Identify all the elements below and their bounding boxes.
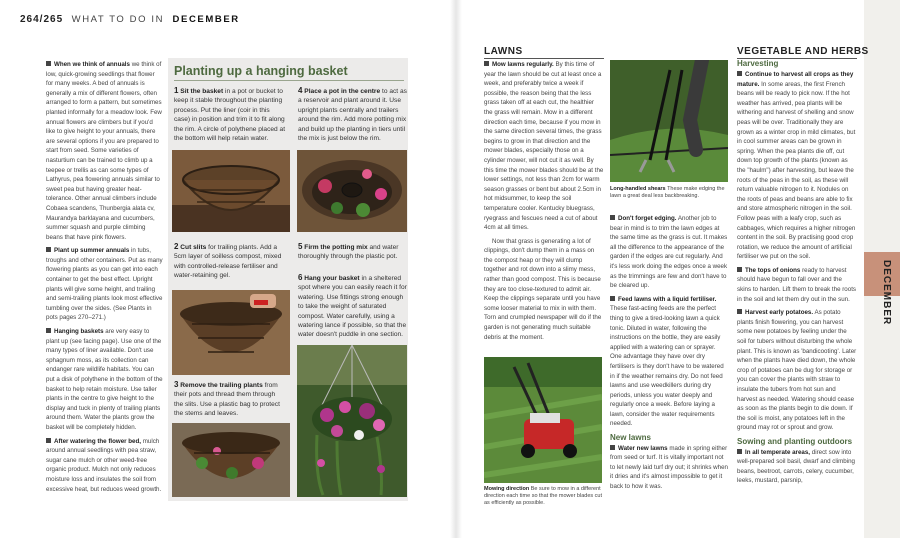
body-text: Another job to bear in mind is to trim the lawn edges at the same time as the grass is cut. It makes all the difference to the appearance of the garden if the edges are cut regularly. And it's less work doing the edges once a week as the trimmings are few and don't have to be cleared up. <box>610 215 728 290</box>
lead-text: Mow lawns regularly. <box>492 61 554 68</box>
body-text: As potato plants finish flowering, you can harvest some new potatoes by feeling under the soil for tubers without disturbing the whole plant. This is known as 'bandicooting'. Later when the plants have died down, the whole crop of potatoes can be dug for storage or you can cover the plants with straw to insulate the tubers from hot sun and harvest as needed. Watering should cease as soon as the plants begin to die down. If the soil is moist, any potatoes left in the ground may rot or sprout and grow. <box>737 309 857 432</box>
step-lead: Remove the trailing plants <box>180 382 263 389</box>
bullet-square-icon <box>46 328 51 333</box>
lead-text: Don't forget edging. <box>618 215 677 222</box>
step-text: to act as a reservoir and plant around it. Use upright plants centrally and trailers around the rim. Add more potting mix and build up the planting in tiers until the mix is just below the rim. <box>298 88 407 143</box>
step-lead: Cut slits <box>180 244 207 251</box>
lawns-column-1 <box>484 60 604 346</box>
step-text: in a pot or bucket to keep it stable throughout the planting process. Put the liner (coir in this case) in position and trim it to fit along the rim. A circle of polythene placed at the bottom will help retain water. <box>174 88 286 143</box>
bullet-square-icon <box>737 267 742 272</box>
paragraph <box>46 327 163 433</box>
lawns-column-2 <box>610 214 728 496</box>
bullet-square-icon <box>484 61 489 66</box>
paragraph <box>737 448 857 486</box>
step-5 <box>298 242 408 262</box>
step-number: 1 <box>174 86 179 95</box>
step-4 <box>298 86 408 143</box>
photo-lawn-mower <box>484 357 602 483</box>
photo-basket-in-pot <box>172 150 290 232</box>
lead-text: Water new lawns <box>618 444 668 452</box>
lawns-heading: LAWNS <box>484 46 523 57</box>
bullet-square-icon <box>610 215 615 220</box>
panel-title: Planting up a hanging basket <box>174 64 348 78</box>
step-number: 4 <box>298 86 303 95</box>
step-number: 6 <box>298 273 303 282</box>
side-tab-label: DECEMBER <box>881 260 892 326</box>
photo-cutting-slits <box>172 290 290 375</box>
lead-text: Hanging baskets <box>54 328 104 336</box>
photo-long-handled-shears <box>610 60 728 182</box>
veg-column <box>737 70 857 490</box>
photo-pot-in-centre <box>297 150 407 232</box>
veg-heading: VEGETABLE AND HERBS <box>737 46 869 57</box>
bullet-square-icon <box>46 247 51 252</box>
step-number: 5 <box>298 242 303 251</box>
lead-text: After watering the flower bed, <box>54 437 141 445</box>
body-text: Now that grass is generating a lot of clippings, don't dump them in a mass on the compost heap or they will clump together and rot down into a slimy mess, rather than good compost. This is because they are too close-textured to admit air. Keep the clippings separate until you have some looser material to mix in with them. Torn and crumpled newspaper will do if the garden is not generating much suitable debris at the moment. <box>484 237 602 341</box>
bullet-square-icon <box>610 445 615 450</box>
bullet-square-icon <box>737 71 742 76</box>
harvesting-heading: Harvesting <box>737 59 779 68</box>
shears-caption <box>610 186 728 200</box>
lead-text: Harvest early potatoes. <box>745 309 814 317</box>
body-text: made in spring either from seed or turf. It is vitally important not to let newly laid turf dry out; it shrinks when it dries and it's almost impossible to get it back to how it was. <box>610 444 728 491</box>
step-text: in a sheltered spot where you can easily reach it for watering. Use fittings strong enough to take the weight of saturated compost. Water carefully, using a watering lance if possible, so that the water doesn't puddle in one section. <box>298 275 407 339</box>
caption-lead: Long-handled shears <box>610 186 666 192</box>
step-text: from their pots and thread them through the slits. Use a plastic bag to protect the stems and leaves. <box>174 382 280 418</box>
bullet-square-icon <box>737 449 742 454</box>
paragraph <box>737 308 857 433</box>
step-lead: Firm the potting mix <box>304 244 368 251</box>
caption-text: These make edging the lawn a great deal less backbreaking. <box>610 186 725 199</box>
step-lead: Sit the basket <box>180 88 224 95</box>
paragraph <box>737 70 857 262</box>
page-numbers: 264/265 <box>20 14 64 25</box>
paragraph <box>610 295 728 429</box>
step-2 <box>174 242 286 281</box>
bullet-square-icon <box>46 438 51 443</box>
lead-text: Plant up summer annuals <box>54 247 130 255</box>
body-text: in tubs, troughs and other containers. Put as many flowering plants as you can get into each container to get the best effect. Upright plants will give some height, and trailing and semi-trailing plants look most effective tumbling over the sides. (See Plants in pots pages 270–271.) <box>46 247 163 322</box>
step-6 <box>298 273 408 340</box>
photo-trailing-plants <box>172 423 290 497</box>
new-lawns-heading: New lawns <box>610 433 651 443</box>
running-header <box>20 14 240 25</box>
header-month: DECEMBER <box>172 14 240 25</box>
sowing-heading: Sowing and planting outdoors <box>737 436 853 446</box>
step-text: for trailing plants. Add a 5cm layer of soilless compost, mixed with controlled-release fertiliser and water-retaining gel. <box>174 244 282 280</box>
panel-title-rule <box>174 80 404 81</box>
caption-text: Be sure to mow in a different direction each time so that the mower blades cut as efficiently as possible. <box>484 486 603 506</box>
body-text: we think of low, quick-growing seedlings that flower for many weeks. A bed of annuals is generally a mix of different flowers, often arranged to form a pattern, but sometimes planted informally for a meadow look. Few annual flowers are climbers but if you'd like to give height to your annuals, there are several options if you are prepared to start from seed. Some varieties of nasturtium can be trained to climb up a teepee or trellis as can some types of Lathyrus, pea flowering annuals similar to sweet pea but having greater heat-tolerance. Other annual climbers include Cobaea scandens, Thunbergia alata cv, Maurandya barklayana and cucumbers, summer squash and purple climbing beans that have pink flowers. <box>46 61 162 241</box>
lead-text: The tops of onions <box>745 266 801 274</box>
step-number: 3 <box>174 380 179 389</box>
book-gutter <box>450 0 462 538</box>
left-column <box>46 60 163 498</box>
photo-hanging-basket <box>297 345 407 497</box>
mower-caption <box>484 486 602 507</box>
body-text: In some areas, the first French beans will be ready to pick now. If the hot weather has arrived, pea plants will be withering and harvest of shelling and snow peas will be over. Traditionally they are grown as a winter crop in mild climates, but in cool summer areas can be grown in spring. When the pea plants die off, cut down top growth of the plants (known as the "haulm") after harvesting, but leave the roots of the peas in the soil, as these will return valuable nitrogen to it. Nodules on the roots of peas and beans are able to fix and store atmospheric nitrogen in the soil. Follow peas with a leafy crop, such as cabbages, which requires a higher nitrogen content in the soil. By practising good crop rotation, we reduce the amount of artificial fertiliser we put on the soil. <box>737 80 856 261</box>
paragraph <box>610 214 728 291</box>
lead-text: Feed lawns with a liquid fertiliser. <box>618 295 717 303</box>
lead-text: When we think of annuals <box>54 61 130 68</box>
step-3 <box>174 380 286 419</box>
body-text: By this time of year the lawn should be cut at least once a week, and preferably twice a week if possible, the reason being that the less grass taken off at each cut, the healthier the grass will remain. Mow in a different direction each time, because if you mow in the same direction several times, the grass begins to grow in that direction and the mower blades, especially those on a cylinder mower, will not cut it as well. By this time the mower blades should be at the lower settings, not less than 2cm for warm season grasses or bent but about 2.5cm in hot midsummer, to keep the soil temperature cooler. Kentucky bluegrass, ryegrass and fescues need a cut of about 4cm at all times. <box>484 61 604 232</box>
body-text: ready to harvest should have begun to fall over and the skins to harden. Lift them to break the roots in the soil and let them dry out in the sun. <box>737 266 857 303</box>
caption-lead: Mowing direction <box>484 486 530 492</box>
step-1 <box>174 86 286 143</box>
paragraph <box>484 60 604 233</box>
step-lead: Place a pot in the centre <box>304 88 381 95</box>
lead-text: Continue to harvest all crops as they mature. <box>737 71 854 88</box>
paragraph <box>484 237 604 343</box>
body-text: direct sow into well-prepared soil basil, dwarf and climbing beans, beetroot, carrots, celery, cucumber, leeks, mustard, parsnip, <box>737 448 855 485</box>
step-number: 2 <box>174 242 179 251</box>
header-section: WHAT TO DO IN <box>71 14 165 25</box>
bullet-square-icon <box>610 296 615 301</box>
paragraph <box>46 437 163 495</box>
paragraph <box>737 266 857 304</box>
paragraph <box>610 444 728 492</box>
bullet-square-icon <box>737 309 742 314</box>
body-text: are very easy to plant up (see facing page). Use one of the many types of liner available. Don't use sphagnum moss, as its collection can endanger rare wildlife habitats. You can put a disk of polythene in the bottom of the basket to help retain moisture. Use taller plants in the centre to give height to the display and tuck in plenty of trailing plants around them. Water the plants grow the basket will be completely hidden. <box>46 328 163 431</box>
body-text: These fast-acting feeds are the perfect thing to give a tired-looking lawn a quick tonic. Diluted in water, following the instructions on the bottle, they are easily applied with a watering can or sprayer. One advantage they have over dry fertilisers is they don't have to be watered in if the weather remains dry. Do not feed lawns and use weedkillers during dry periods, unless you water deeply and regularly once a week. Before laying a lawn, consider the water requirements needed. <box>610 305 724 428</box>
step-text: and water thoroughly through the plastic pot. <box>298 244 399 261</box>
side-tab-strip <box>864 0 900 538</box>
bullet-square-icon <box>46 61 51 66</box>
paragraph <box>46 246 163 323</box>
lead-text: In all temperate areas, <box>745 448 811 456</box>
step-lead: Hang your basket <box>304 275 360 282</box>
lawns-heading-rule <box>484 58 604 59</box>
body-text: mulch around annual seedlings with pea straw, sugar cane mulch or other weed-free organic product. Mulch not only reduces moisture loss and insulates the soil from excessive heat, but reduces weed growth. <box>46 437 162 493</box>
paragraph <box>46 60 163 242</box>
